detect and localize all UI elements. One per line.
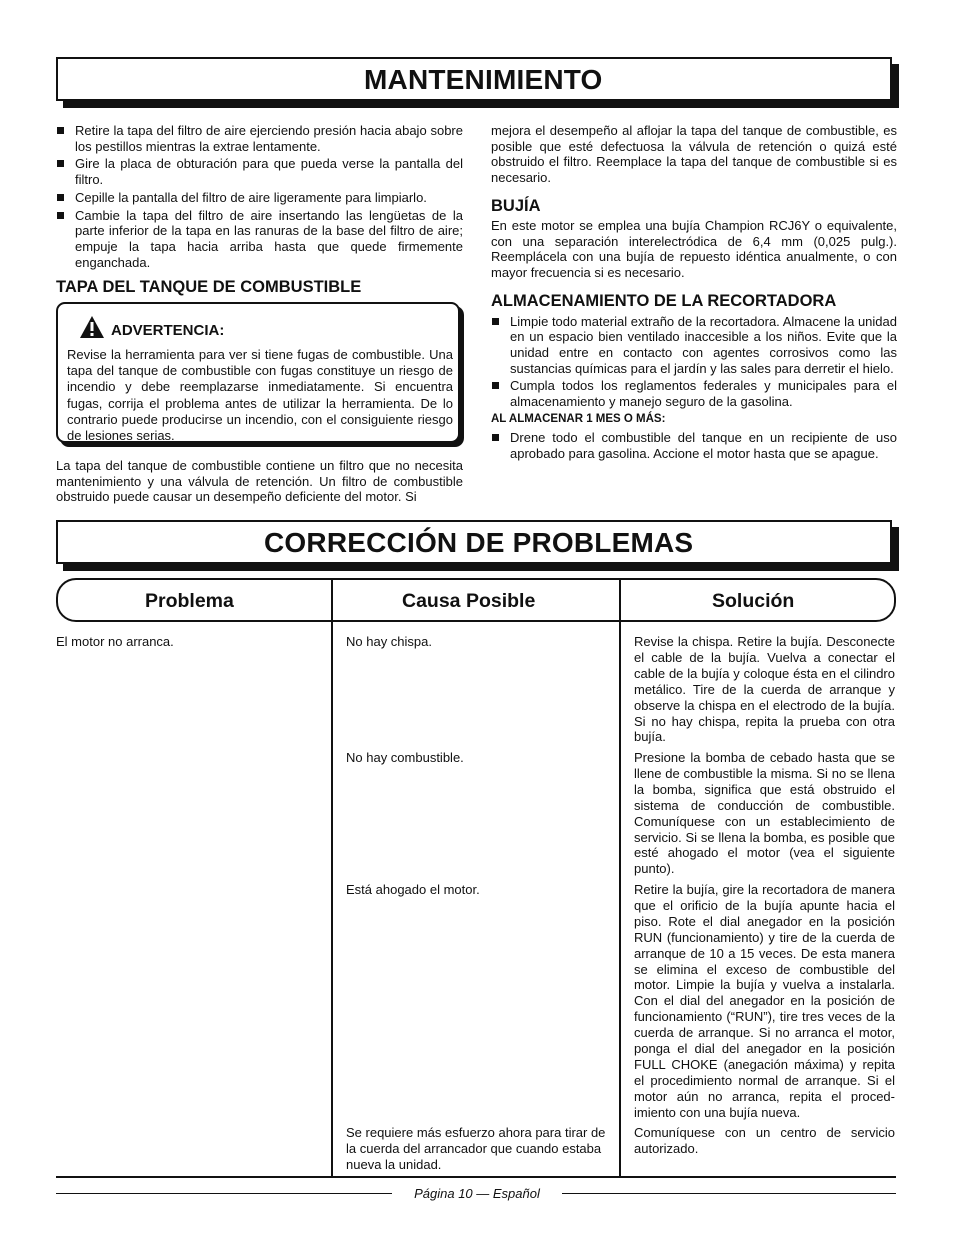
tapa-heading: TAPA DEL TANQUE DE COMBUSTIBLE <box>56 278 362 296</box>
filter-bullets <box>56 123 463 270</box>
header-problema: Problema <box>145 590 234 612</box>
cause-cell: No hay chispa. <box>346 634 432 649</box>
bujia-heading: BUJÍA <box>491 196 541 215</box>
warning-title: ADVERTENCIA: <box>111 322 225 339</box>
almacenar-subheading: AL ALMACENAR 1 MES O MÁS: <box>491 412 666 425</box>
bullet-square-icon <box>492 382 499 389</box>
problemas-header <box>56 520 892 564</box>
warning-box <box>56 302 460 443</box>
bullet-square-icon <box>57 127 64 134</box>
section-title: MANTENIMIENTO <box>364 64 603 95</box>
solution-cell: Revise la chispa. Retire la bujía. Desconecte el cable de la bujía. Vuelva a conectar el cable de la bujía y coloque ésta en el cilindro metálico. Tire de la cuerda de arranque y observe la chispa en el electrodo de la bujía. Si no hay chispa, repita la prueba con otra bujía. <box>634 634 895 745</box>
header-solucion: Solución <box>712 590 795 612</box>
header-causa: Causa Posible <box>402 590 536 612</box>
solution-cell: Comuníquese con un centro de servicio autorizado. <box>634 1125 895 1156</box>
column-divider <box>331 578 333 1178</box>
cause-cell: Está ahogado el motor. <box>346 882 480 897</box>
list-item: Gire la placa de obturación para que pueda verse la pantalla del filtro. <box>56 156 463 187</box>
table-bottom-rule <box>56 1176 896 1178</box>
almacenamiento-heading: ALMACENAMIENTO DE LA RECORTADORA <box>491 291 837 310</box>
warning-triangle-icon <box>79 315 105 339</box>
column-divider <box>619 578 621 1178</box>
bullet-square-icon <box>57 194 64 201</box>
tapa-paragraph-cont: mejora el desempeño al aflojar la tapa del tanque de combustible, es posible que esté defectuosa la válvula de retención o quizá esté obstruido el filtro. Reemplace la tapa del tanque de combustible si es necesario. <box>491 123 897 186</box>
problem-cell: El motor no arranca. <box>56 634 174 649</box>
list-item: Drene todo el combustible del tanque en un recipiente de uso aprobado para gasolina. Accione el motor hasta que se apague. <box>491 430 897 461</box>
tapa-paragraph: La tapa del tanque de combustible contiene un filtro que no necesita mantenimiento y una válvula de retención. Un filtro de combustible obstruido puede causar un desempeño deficiente del motor. Si <box>56 458 463 505</box>
mantenimiento-header <box>56 57 892 101</box>
cause-cell: Se requiere más esfuerzo ahora para tirar de la cuerda del arrancador que cuando estaba nueva la unidad. <box>346 1125 606 1172</box>
left-column <box>56 123 463 272</box>
list-item: Limpie todo material extraño de la recortadora. Almacene la unidad en un espacio bien ventilado inaccesible a los niños. Evite que la unidad entre en contacto con agentes corrosivos como las sustancias químicas para el jardín y las sales para derretir el hielo. <box>491 314 897 377</box>
list-item: Cambie la tapa del filtro de aire insertando las lengüetas de la parte inferior de la tapa en las ranuras de la base del filtro de aire; empuje la tapa hacia arriba hasta que quede firmemente enganchada. <box>56 208 463 271</box>
list-item: Cumpla todos los reglamentos federales y municipales para el almacenamiento y manejo seguro de la gasolina. <box>491 378 897 409</box>
section-title: CORRECCIÓN DE PROBLEMAS <box>264 527 694 558</box>
bullet-square-icon <box>492 434 499 441</box>
bullet-square-icon <box>57 212 64 219</box>
bullet-square-icon <box>57 160 64 167</box>
cause-cell: No hay combustible. <box>346 750 464 765</box>
warning-body: Revise la herramienta para ver si tiene fugas de combustible. Una tapa del tanque de combustible con fugas constituye un riesgo de incendio y debe reemplazarse inmediatamente. Si encuentra fugas, corrija el problema antes de utilizar la herramienta. De lo contrario puede producirse un incendio, con el consiguiente riesgo de lesiones serias. <box>67 347 453 444</box>
solution-cell: Presione la bomba de cebado hasta que se llene de combustible la misma. Si no se llena la bomba, significa que está obstruido el sistema de conducción de combustible. Comuníquese con un establecimiento de servicio. Si se llena la bomba, es posible que esté ahogado el motor (vea el siguiente punto). <box>634 750 895 877</box>
list-item: Retire la tapa del filtro de aire ejerciendo presión hacia abajo sobre los pestillos mientras la extrae lentamente. <box>56 123 463 154</box>
page-footer: Página 10 — Español <box>392 1186 562 1201</box>
almacenamiento-bullets <box>491 314 897 410</box>
right-column <box>491 123 897 463</box>
bullet-square-icon <box>492 318 499 325</box>
solution-cell: Retire la bujía, gire la recortadora de manera que el orificio de la bujía apunte hacia el piso. Rote el dial anegador en la posición RUN (funcionamiento) y tire de la cuerda de arranque de 10 a 15 veces. De esta manera se elimina el exceso de combustible del motor. Limpie la bujía y vuelva a instalarla. Con el dial del anegador en la posición de funcionamiento (“RUN”), tire tres veces de la cuerda de arranque. Si no arranca el motor, ponga el dial del anegador en la posición FULL CHOKE (anegación máxima) y repita el procedimiento normal de arranque. Si el motor aún no arranca, repita el proced- imiento con una bujía nueva. <box>634 882 895 1120</box>
bujia-paragraph: En este motor se emplea una bujía Champion RCJ6Y o equivalente, con una separación interelectródica de 6,4 mm (0,025 pulg.). Reemplácela con una bujía de repuesto idéntica anualmente, o con mayor frecuencia si es necesario. <box>491 217 897 280</box>
almacenar-bullets <box>491 430 897 461</box>
list-item: Cepille la pantalla del filtro de aire ligeramente para limpiarlo. <box>56 190 463 206</box>
